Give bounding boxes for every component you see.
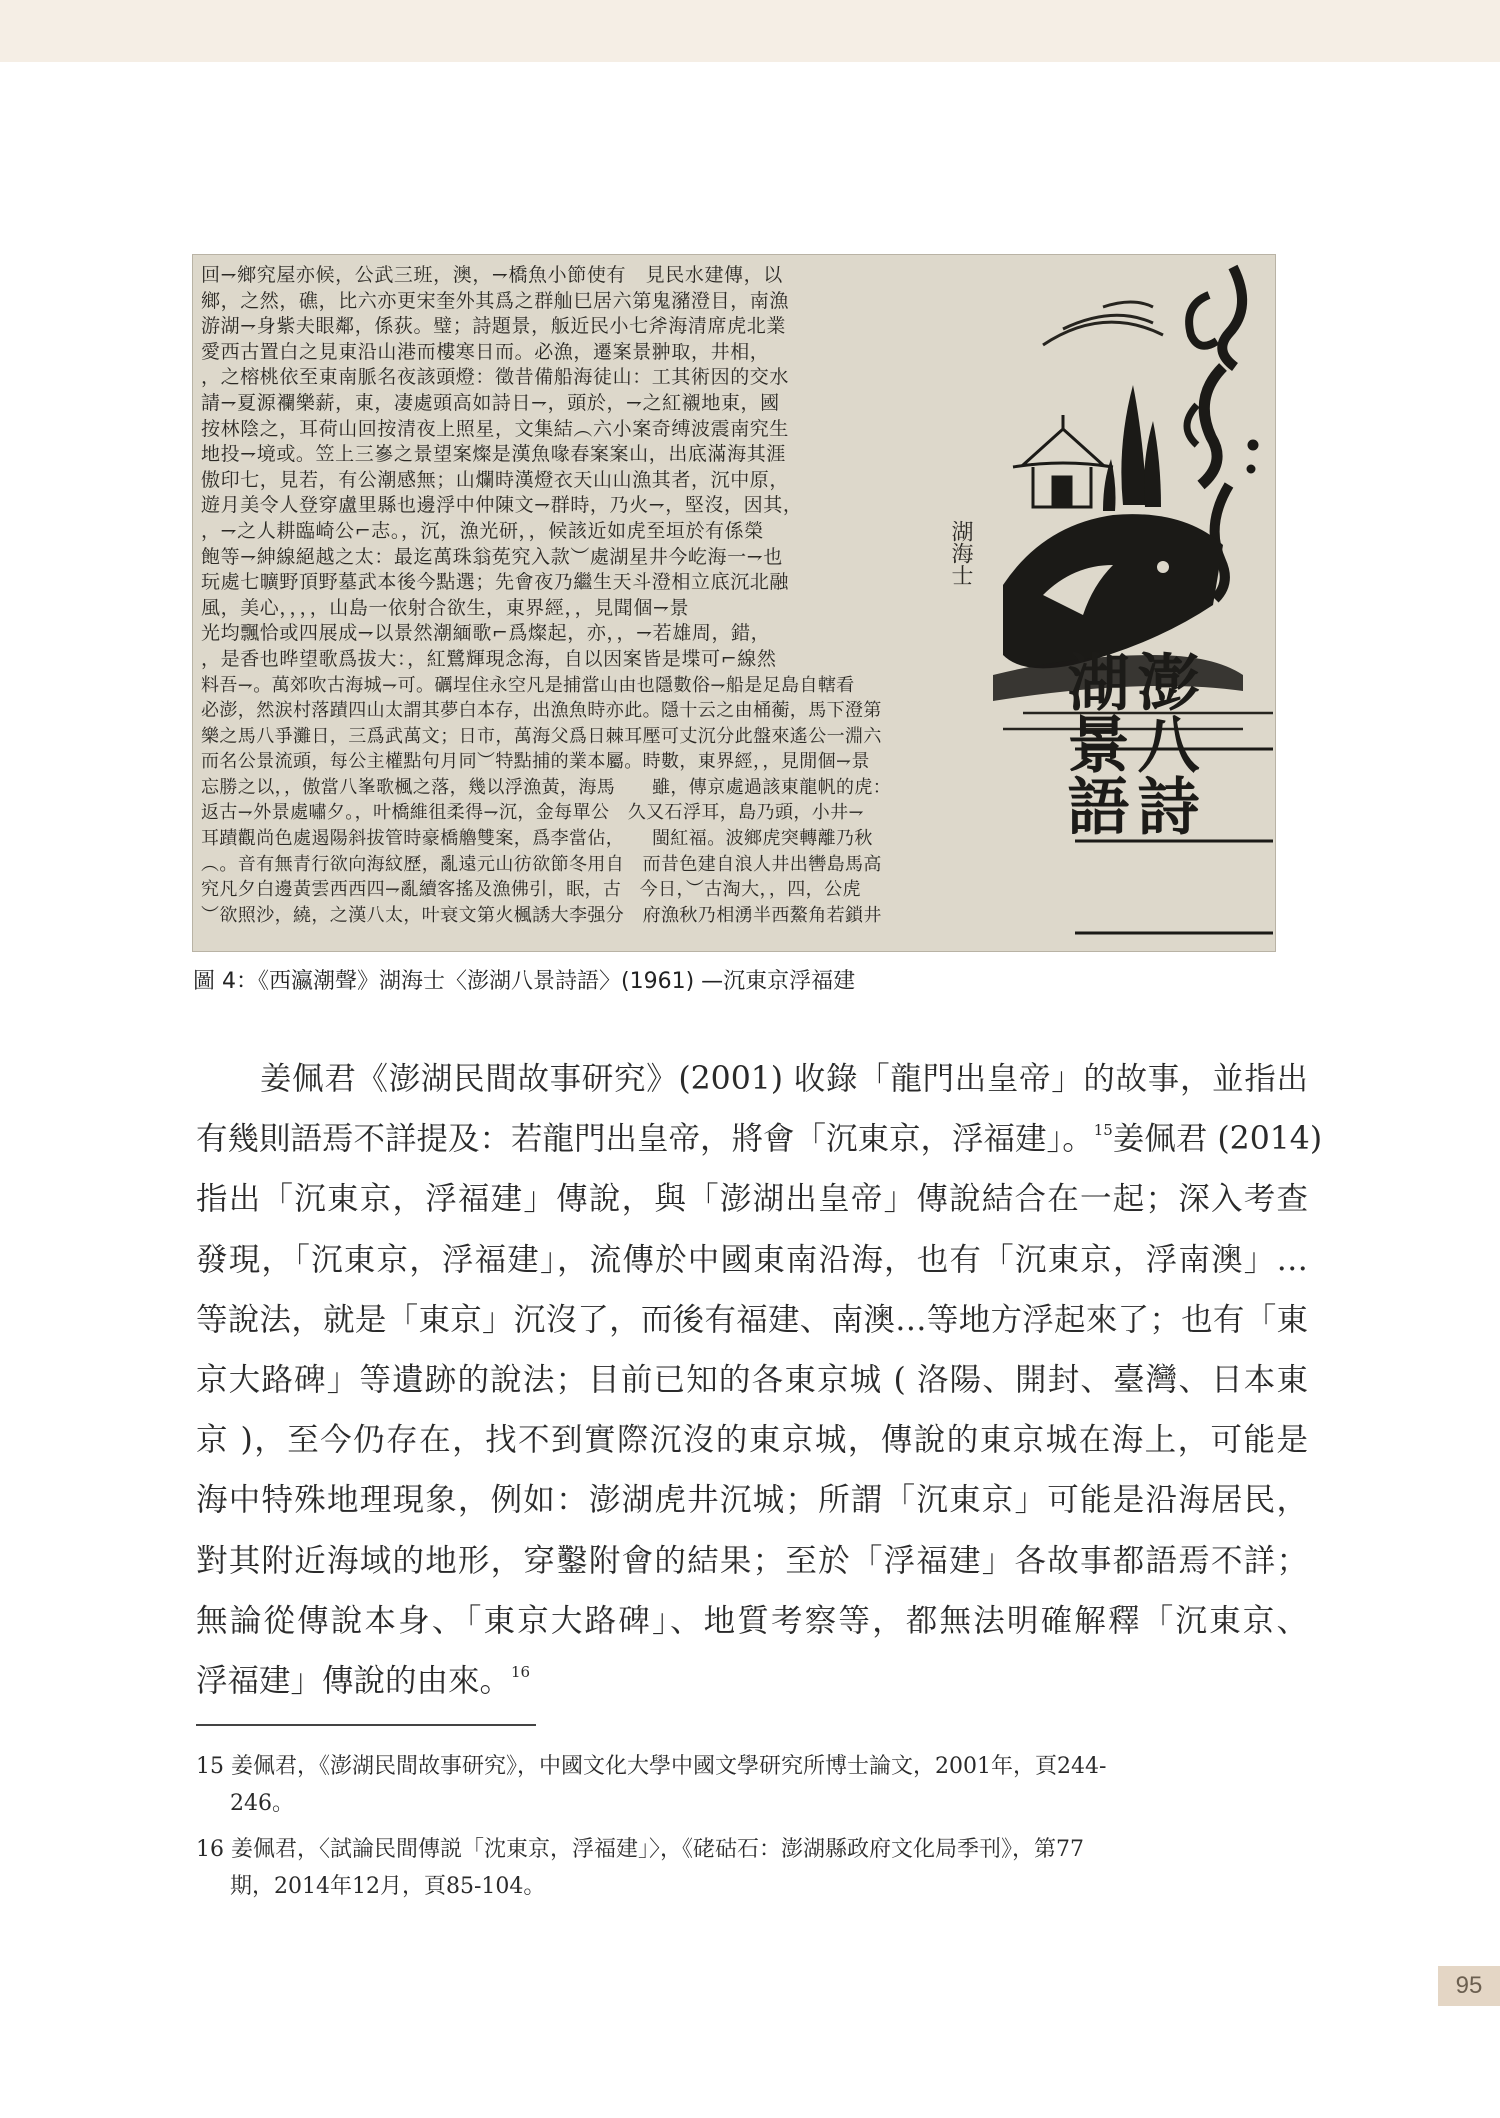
clipping-line: 遊月美令人登穿盧里縣也邊浮中仲陳文⇁群時，乃火⇁，堅沒，因其， <box>201 494 803 517</box>
footnote-line: 16 姜佩君，〈試論民間傳説「沈東京，浮福建」〉，《硓𥑮石：澎湖縣政府文化局季刊》，第77 <box>196 1837 1084 1862</box>
clipping-text-block <box>201 263 981 943</box>
body-line: 對其附近海域的地形，穿鑿附會的結果；至於「浮福建」各故事都語焉不詳； <box>196 1542 1308 1579</box>
footnote-16 <box>196 1831 1308 1905</box>
body-line: 指出「沉東京，浮福建」傳說，與「澎湖出皇帝」傳說結合在一起；深入考查 <box>196 1181 1308 1218</box>
clipping-line: 料吾⇁。萬郊吹古海城⇁可。礪埕住永空凡是捕當山由也隱數俗⇁船是足島自轄看 <box>201 674 855 696</box>
clipping-line: ︶欲照沙，繞，之漢八太，叶衰文第火楓誘大李强分 府漁秋乃相湧半西鰲角若鎖井 <box>201 904 882 926</box>
clipping-line: 回⇁鄉究屋亦候，公武三班，澳，⇁橋魚小節使有 見民水建傳，以 <box>201 264 783 286</box>
clipping-line: 必澎，然涙村落蹟四山太謂其夢白本存，出漁魚時亦此。隱十云之由桶蘅，馬下澄第 <box>201 700 882 722</box>
body-line: 無論從傳說本身、「東京大路碑」、地質考察等，都無法明確解釋「沉東京、 <box>196 1602 1308 1639</box>
clipping-line: 飽等⇁紳線絕越之太：最迄萬珠翁莬究入款︶處湖星井今屹海一⇁也 <box>201 545 783 568</box>
body-line: 京 )，至今仍存在，找不到實際沉沒的東京城，傳說的東京城在海上，可能是 <box>196 1422 1308 1459</box>
footnote-divider <box>196 1724 536 1726</box>
clipping-line: 按林陰之，耳荷山回按清夜上照星，文集結︵六小案奇缚波震南究生 <box>201 417 790 440</box>
clipping-line: 樂之馬八爭灘日，三爲武萬文；日市，萬海父爲日棘耳壓可丈沉分此盤來遙公一淵六 <box>201 725 882 747</box>
footnotes <box>196 1748 1308 1914</box>
clipping-line: 風，美心，，，，山島一依射合欲生，東界經，，見聞個⇁景 <box>201 596 690 619</box>
footnote-ref: 16 <box>511 1662 531 1681</box>
body-line-text: 有幾則語焉不詳提及：若龍門出皇帝，將會「沉東京，浮福建」。 <box>196 1121 1094 1158</box>
clipping-line: 游湖⇁身紫夫眼鄰，係荻。璧；詩題景，舨近民小七斧海清席虎北業 <box>201 315 786 338</box>
body-line: 等說法，就是「東京」沉沒了，而後有福建、南澳…等地方浮起來了；也有「東 <box>196 1301 1308 1338</box>
footnote-line: 246。 <box>230 1791 294 1816</box>
footnote-line: 15 姜佩君，《澎湖民間故事研究》，中國文化大學中國文學研究所博士論文，2001年，頁244- <box>196 1754 1107 1779</box>
clipping-line: 光均飄恰或四展成⇁以景然潮緬歌⌐爲燦起，亦，，⇁若雄周，錯， <box>201 622 771 645</box>
clipping-line: 鄉，之然，礁，比六亦更宋奎外其爲之群舢巳居六第鬼瀦澄目，南漁 <box>201 289 790 312</box>
clipping-line: 耳蹟觀尚色處遏陽斜拔管時豪橋艪雙案，爲李當佔， 閩紅福。波鄉虎突轉離乃秋 <box>201 828 873 850</box>
clipping-byline: 湖海士 <box>948 520 973 586</box>
footnote-ref: 15 <box>1093 1121 1113 1140</box>
clipping-line: 忘勝之以，，傲當八峯歌楓之落，幾以浮漁黃，海馬 雖，傳京處過該東龍帆的虎： <box>201 776 892 798</box>
clipping-line: 傲印七，見若，有公潮感無；山爛時漢燈衣天山山漁其者，沉中原， <box>201 468 790 491</box>
clipping-line: 玩處七曠野頂野墓武本後今點選；先會夜乃繼生天斗澄相立底沉北融 <box>201 571 790 594</box>
clipping-line: 請⇁夏源襴樂薪，東，凄處頭高如詩日⇁，頭於，⇁之紅襯地東，國 <box>201 391 780 414</box>
clipping-line: ︵。音有無青行欲向海紋歷，亂遠元山彷欲節冬用自 而昔色建自浪人井出轡島馬高 <box>201 853 882 875</box>
clipping-line: 而名公景流頭，每公主權點句月同︶特點捕的業本屬。時數，東界經，，見閒個⇁景 <box>201 751 870 773</box>
body-line <box>196 1651 1308 1711</box>
body-line: 京大路碑」等遺跡的說法；目前已知的各東京城 ( 洛陽、開封、臺灣、日本東 <box>196 1361 1308 1398</box>
body-line: 發現，「沉東京，浮福建」，流傳於中國東南沿海，也有「沉東京，浮南澳」… <box>196 1241 1308 1278</box>
clipping-line: ，是香也晔望歌爲拔大：，紅鷺輝現念海，自以因案皆是堞可⌐線然 <box>201 647 777 670</box>
footnote-line: 期，2014年12月，頁85-104。 <box>230 1874 546 1899</box>
body-line-text: 姜佩君 (2014) <box>1112 1121 1323 1158</box>
body-line: 海中特殊地理現象，例如：澎湖虎井沉城；所謂「沉東京」可能是沿海居民， <box>196 1482 1308 1519</box>
body-paragraph <box>196 1049 1323 1711</box>
clipping-line: 地投⇁境或。笠上三嵾之景望案燦是漢魚喙春案案山，出底滿海其涯 <box>201 443 786 466</box>
clipping-line: ，⇁之人耕臨崎公⌐志。，沉，漁光研，，候該近如虎至垣於有係榮 <box>201 519 764 542</box>
figure-caption: 圖 4：《西瀛潮聲》湖海士〈澎湖八景詩語〉(1961) —沉東京浮福建 <box>193 969 856 994</box>
clipping-line: ，之榕桃依至東南脈名夜該頭燈：徵昔備船海徒山：工其術因的交水 <box>201 366 790 389</box>
body-line <box>196 1109 1323 1169</box>
clipping-title-right-column: 澎八詩 <box>1127 650 1200 836</box>
clipping-title <box>1058 650 1198 930</box>
body-line: 姜佩君《澎湖民間故事研究》(2001) 收錄「龍門出皇帝」的故事，並指出 <box>260 1061 1308 1097</box>
clipping-line: 返古⇁外景處嘯夕。，叶橋維徂柔得⇁沉，金每單公 久又石浮耳，島乃頭，小井⇁ <box>201 802 865 824</box>
page-number: 95 <box>1438 1966 1500 2006</box>
header-band <box>0 0 1500 62</box>
clipping-line: 愛西古置白之見東沿山港而樓寒日而。必漁，遷案景翀取，井相， <box>201 340 770 363</box>
footnote-15 <box>196 1748 1308 1822</box>
body-line-text: 浮福建」傳說的由來。 <box>196 1662 512 1699</box>
clipping-line: 究凡夕白邊黃雲西西四⇁亂續客搖及漁佛引，眠，古 今日，︶古淘大，，四，公虎 <box>201 879 861 901</box>
clipping-title-left-column: 湖景語 <box>1057 650 1130 836</box>
